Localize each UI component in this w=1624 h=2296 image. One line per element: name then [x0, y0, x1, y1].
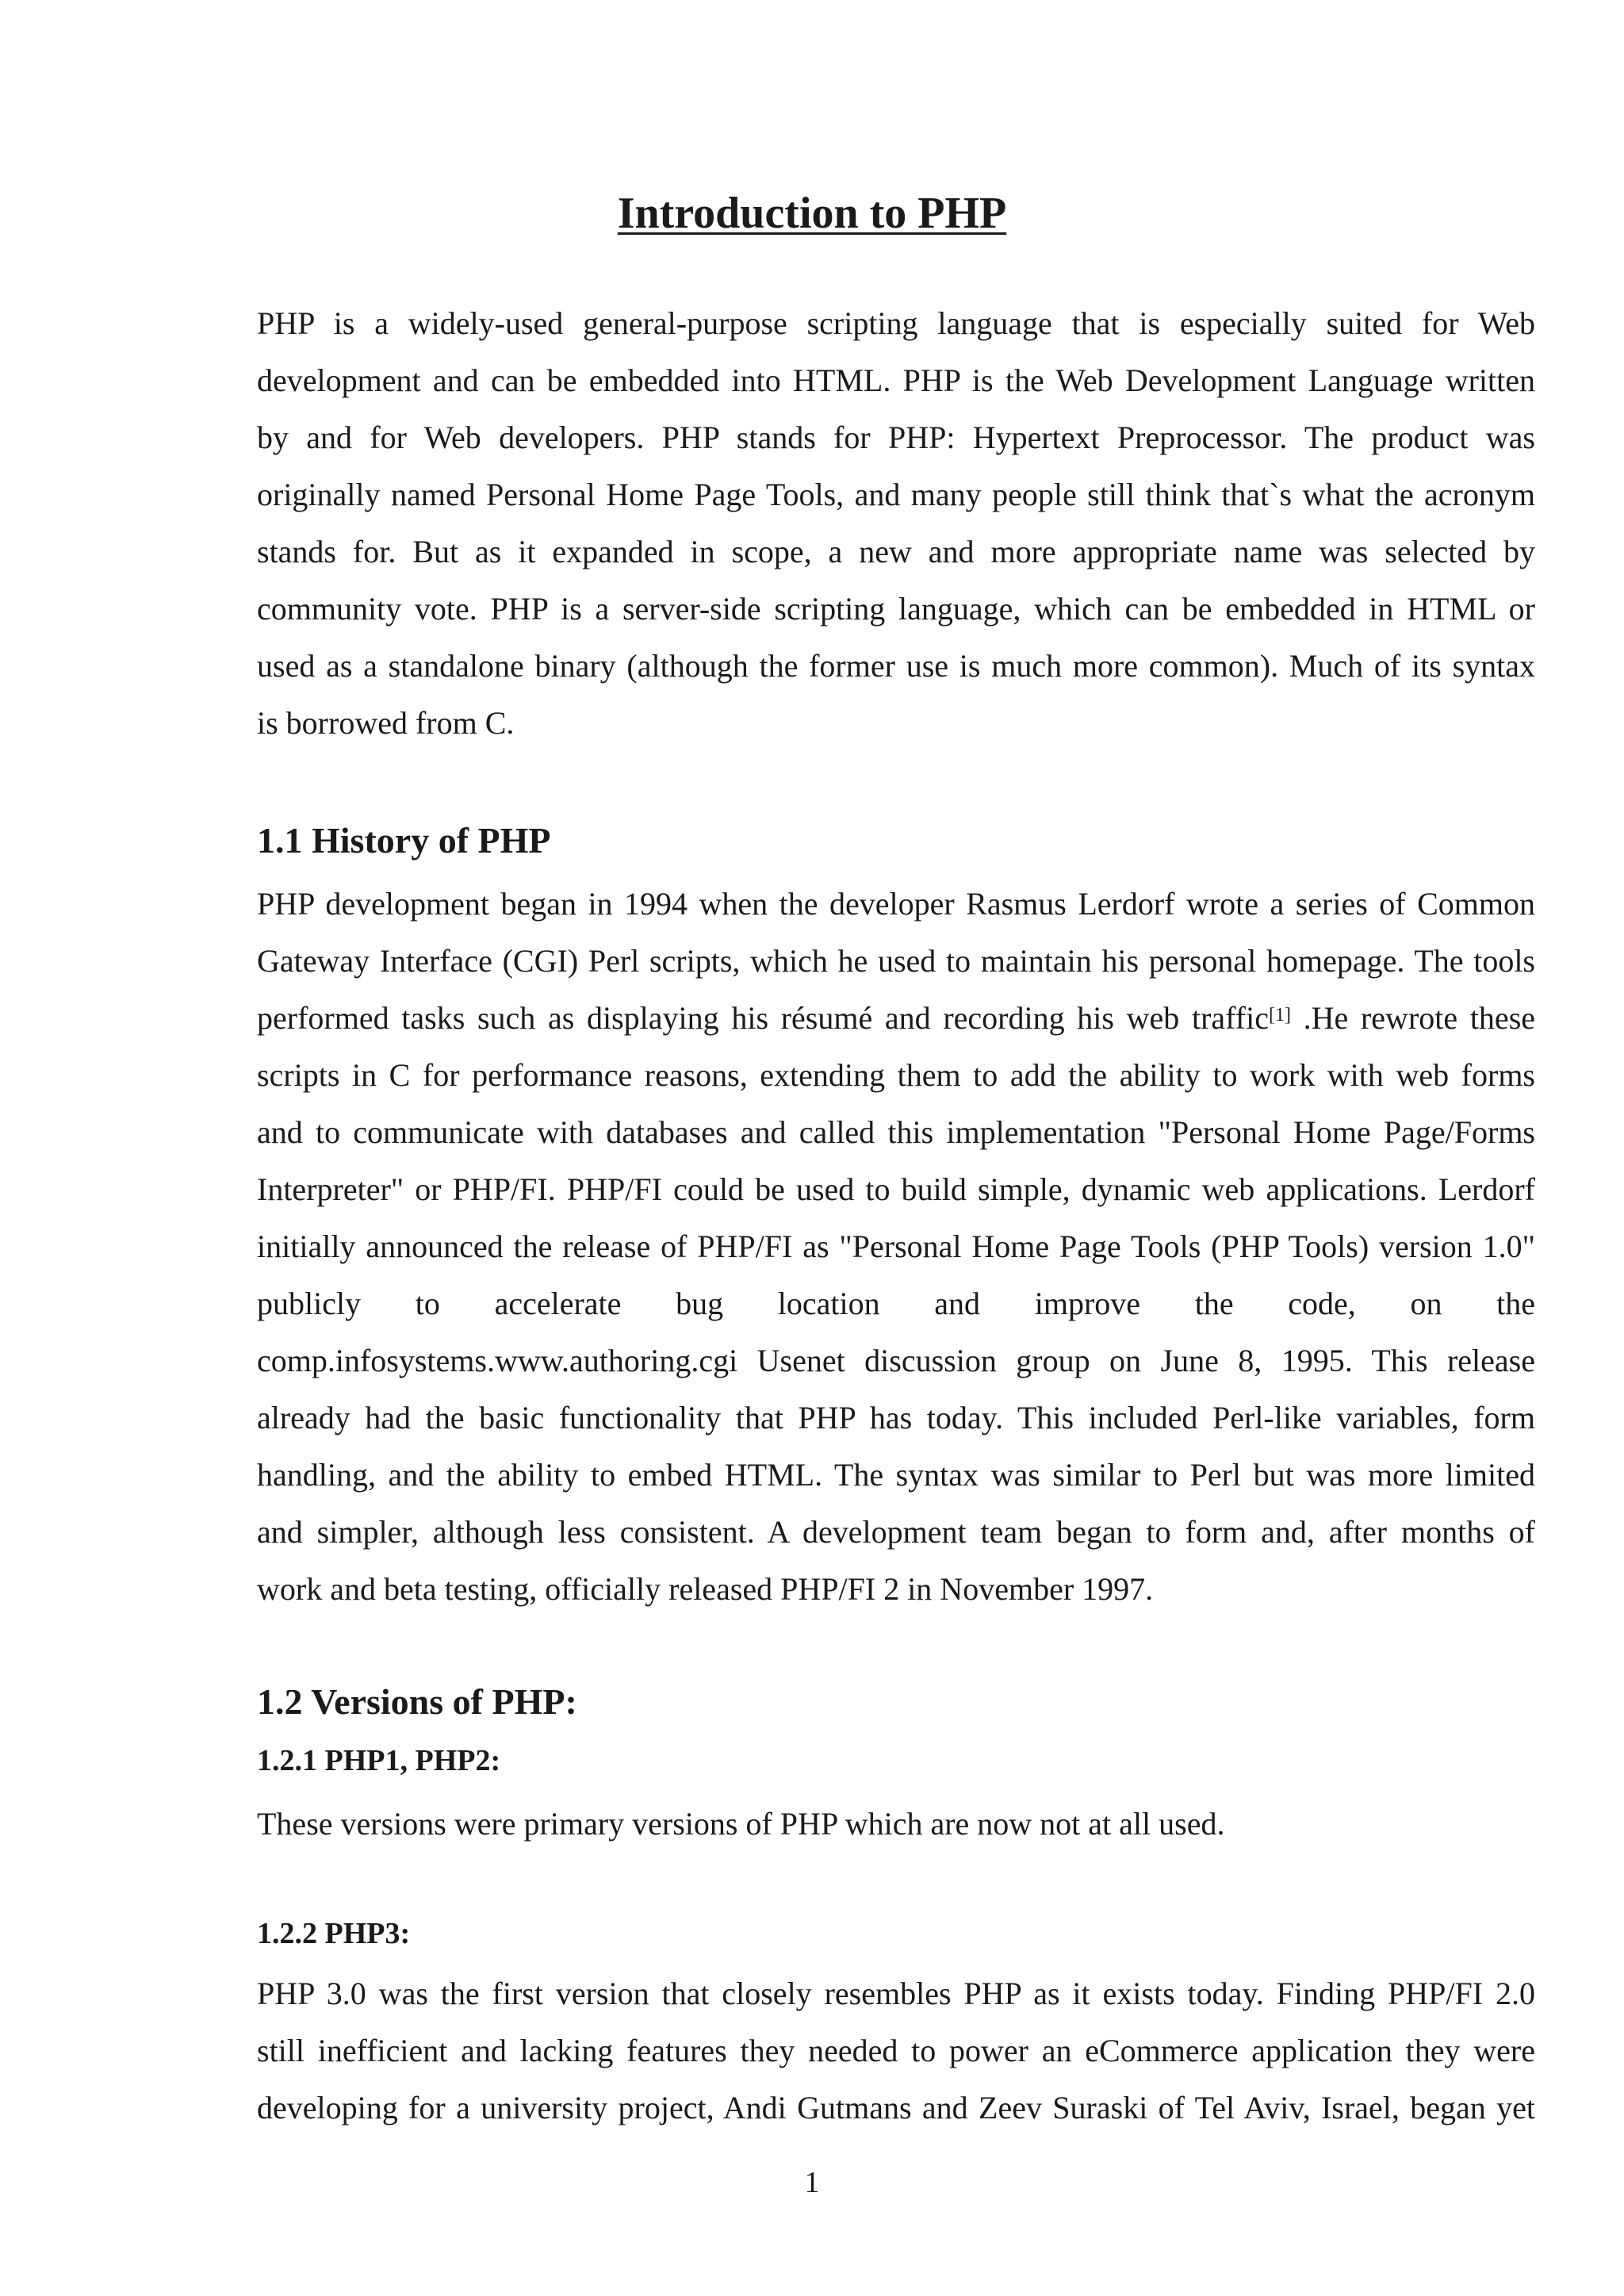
php12-line: These versions were primary versions of PHP which are now not at all used. [257, 1806, 1225, 1842]
intro-line: used as a standalone binary (although the former use is much more common). Much of its syntax [257, 648, 1535, 684]
intro-line: stands for. But as it expanded in scope, a new and more appropriate name was selected by [257, 534, 1535, 569]
page-title: Introduction to PHP [617, 189, 1007, 238]
history-line: handling, and the ability to embed HTML. The syntax was similar to Perl but was more limited [257, 1457, 1535, 1493]
php3-line: developing for a university project, Andi Gutmans and Zeev Suraski of Tel Aviv, Israel, began yet [257, 2090, 1535, 2125]
php3-paragraph [257, 1965, 1535, 2137]
history-line: publicly to accelerate bug location and improve the code, on the [257, 1286, 1535, 1321]
history-line: and simpler, although less consistent. A development team began to form and, after months of [257, 1514, 1535, 1550]
intro-line: originally named Personal Home Page Tools, and many people still think that`s what the acronym [257, 477, 1535, 512]
citation-ref: [1] [1268, 1005, 1291, 1025]
php12-heading: 1.2.1 PHP1, PHP2: [257, 1744, 501, 1777]
php3-heading: 1.2.2 PHP3: [257, 1917, 411, 1950]
history-line: PHP development began in 1994 when the developer Rasmus Lerdorf wrote a series of Common [257, 886, 1535, 922]
intro-line: development and can be embedded into HTML. PHP is the Web Development Language written [257, 362, 1535, 398]
history-line: comp.infosystems.www.authoring.cgi Usenet discussion group on June 8, 1995. This release [257, 1343, 1535, 1378]
history-line: work and beta testing, officially released PHP/FI 2 in November 1997. [257, 1571, 1154, 1607]
php3-line: PHP 3.0 was the first version that closely resembles PHP as it exists today. Finding PHP/FI 2.0 [257, 1976, 1535, 2011]
history-line: Interpreter" or PHP/FI. PHP/FI could be used to build simple, dynamic web applications. Lerdorf [257, 1171, 1535, 1207]
history-line: initially announced the release of PHP/FI as "Personal Home Page Tools (PHP Tools) version 1.0" [257, 1228, 1535, 1264]
intro-paragraph [257, 295, 1535, 752]
intro-line: is borrowed from C. [257, 705, 515, 741]
history-paragraph [257, 876, 1535, 1618]
intro-line: by and for Web developers. PHP stands for PHP: Hypertext Preprocessor. The product was [257, 420, 1535, 455]
php12-paragraph [257, 1796, 1535, 1853]
history-line: scripts in C for performance reasons, extending them to add the ability to work with web forms [257, 1057, 1535, 1093]
intro-line: PHP is a widely-used general-purpose scripting language that is especially suited for Web [257, 305, 1535, 341]
history-line: and to communicate with databases and called this implementation "Personal Home Page/Forms [257, 1114, 1535, 1150]
history-heading: 1.1 History of PHP [257, 820, 551, 861]
intro-line: community vote. PHP is a server-side scripting language, which can be embedded in HTML or [257, 591, 1535, 627]
php3-line: still inefficient and lacking features they needed to power an eCommerce application they were [257, 2033, 1535, 2068]
versions-heading: 1.2 Versions of PHP: [257, 1681, 577, 1722]
history-line: already had the basic functionality that PHP has today. This included Perl-like variables, form [257, 1400, 1535, 1435]
history-line-text: performed tasks such as displaying his résumé and recording his web traffic [257, 1000, 1269, 1036]
page-number: 1 [804, 2166, 820, 2199]
history-line-tail: .He rewrote these [1303, 1000, 1536, 1036]
history-line-with-citation [257, 990, 1535, 1047]
history-line: Gateway Interface (CGI) Perl scripts, which he used to maintain his personal homepage. The tools [257, 943, 1535, 979]
